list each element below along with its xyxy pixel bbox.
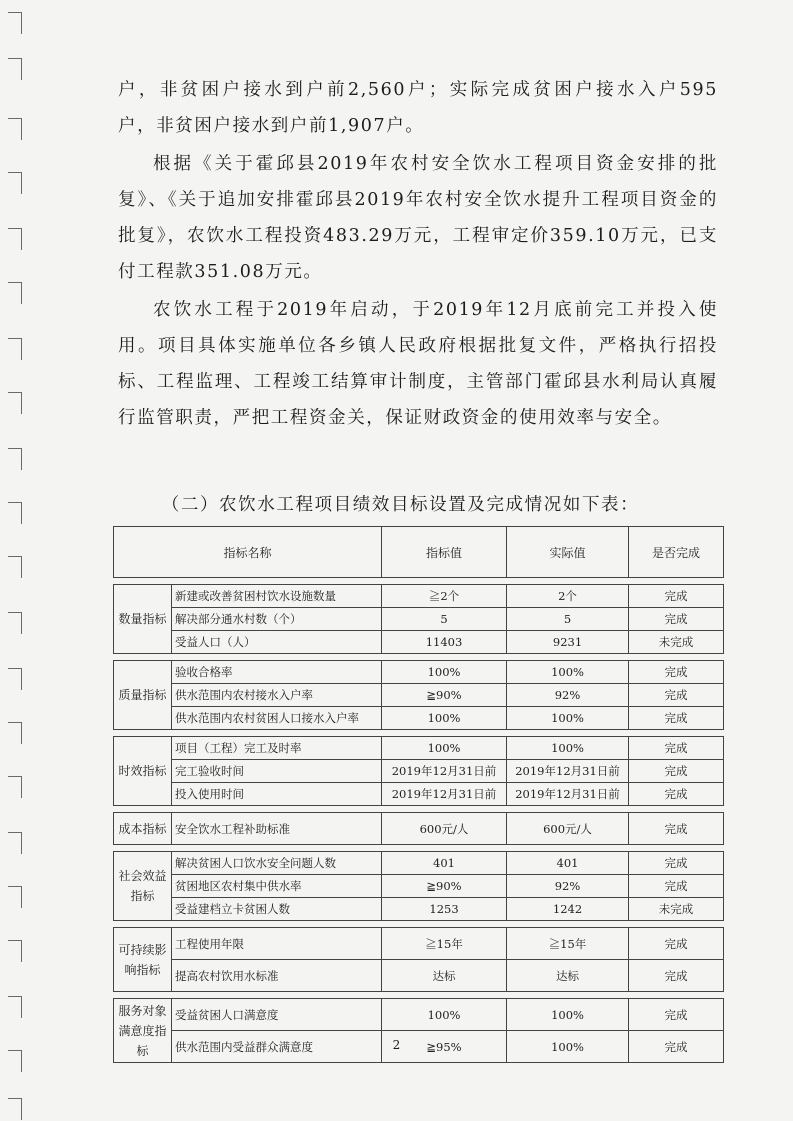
category-quality: 质量指标 xyxy=(114,661,172,730)
category-social-benefit: 社会效益指标 xyxy=(114,852,172,921)
indicator-name-cell: 项目（工程）完工及时率 xyxy=(172,737,382,760)
actual-value-cell: ≧15年 xyxy=(507,928,629,960)
completion-status-cell: 完成 xyxy=(629,960,724,992)
table-header-row xyxy=(114,527,724,578)
completion-status-cell: 完成 xyxy=(629,737,724,760)
table-row xyxy=(114,585,724,608)
actual-value-cell: 5 xyxy=(507,608,629,631)
completion-status-cell: 完成 xyxy=(629,1031,724,1063)
table-row xyxy=(114,707,724,730)
indicator-name-cell: 提高农村饮用水标准 xyxy=(172,960,382,992)
target-value-cell: 11403 xyxy=(382,631,507,654)
target-value-cell: ≧2个 xyxy=(382,585,507,608)
actual-value-cell: 2个 xyxy=(507,585,629,608)
actual-value-cell: 100% xyxy=(507,1031,629,1063)
category-cost: 成本指标 xyxy=(114,813,172,845)
performance-table xyxy=(113,526,724,1063)
paragraph-continuation: 户，非贫困户接水到户前2,560户；实际完成贫困户接水入户595 户，非贫困户接水到户前1,907户。 xyxy=(118,80,718,136)
completion-status-cell: 完成 xyxy=(629,585,724,608)
actual-value-cell: 92% xyxy=(507,875,629,898)
table-row xyxy=(114,875,724,898)
actual-value-cell: 2019年12月31日前 xyxy=(507,760,629,783)
target-value-cell: 100% xyxy=(382,737,507,760)
indicator-name-cell: 解决部分通水村数（个） xyxy=(172,608,382,631)
indicator-name-cell: 受益贫困人口满意度 xyxy=(172,999,382,1031)
actual-value-cell: 达标 xyxy=(507,960,629,992)
completion-status-cell: 完成 xyxy=(629,875,724,898)
indicator-name-cell: 验收合格率 xyxy=(172,661,382,684)
table-row xyxy=(114,684,724,707)
completion-status-cell: 未完成 xyxy=(629,631,724,654)
completion-status-cell: 完成 xyxy=(629,684,724,707)
indicator-name-cell: 工程使用年限 xyxy=(172,928,382,960)
completion-status-cell: 未完成 xyxy=(629,898,724,921)
binding-margin-marks xyxy=(0,0,40,1121)
table-row xyxy=(114,783,724,806)
indicator-name-cell: 投入使用时间 xyxy=(172,783,382,806)
category-timeliness: 时效指标 xyxy=(114,737,172,806)
completion-status-cell: 完成 xyxy=(629,608,724,631)
header-indicator-name: 指标名称 xyxy=(114,527,382,578)
target-value-cell: ≧90% xyxy=(382,684,507,707)
indicator-name-cell: 解决贫困人口饮水安全问题人数 xyxy=(172,852,382,875)
category-sustainability: 可持续影响指标 xyxy=(114,928,172,992)
target-value-cell: ≧90% xyxy=(382,875,507,898)
table-row xyxy=(114,852,724,875)
header-actual-value: 实际值 xyxy=(507,527,629,578)
actual-value-cell: 9231 xyxy=(507,631,629,654)
page-number: 2 xyxy=(392,1038,401,1052)
target-value-cell: 2019年12月31日前 xyxy=(382,783,507,806)
table-row xyxy=(114,928,724,960)
table-row xyxy=(114,608,724,631)
table-row xyxy=(114,999,724,1031)
table-row xyxy=(114,813,724,845)
completion-status-cell: 完成 xyxy=(629,813,724,845)
completion-status-cell: 完成 xyxy=(629,661,724,684)
target-value-cell: ≧95% xyxy=(382,1031,507,1063)
table-row xyxy=(114,960,724,992)
target-value-cell: 1253 xyxy=(382,898,507,921)
header-target-value: 指标值 xyxy=(382,527,507,578)
indicator-name-cell: 新建或改善贫困村饮水设施数量 xyxy=(172,585,382,608)
indicator-name-cell: 完工验收时间 xyxy=(172,760,382,783)
table-row xyxy=(114,760,724,783)
target-value-cell: ≧15年 xyxy=(382,928,507,960)
actual-value-cell: 401 xyxy=(507,852,629,875)
header-completed: 是否完成 xyxy=(629,527,724,578)
indicator-name-cell: 安全饮水工程补助标准 xyxy=(172,813,382,845)
indicator-name-cell: 受益建档立卡贫困人数 xyxy=(172,898,382,921)
paragraph-funding: 根据《关于霍邱县2019年农村安全饮水工程项目资金安排的批复》、《关于追加安排霍邱县2019年农村安全饮水提升工程项目资金的批复》，农饮水工程投资483.29万元，工程审定价359.10万元，已支付工程款351.08万元。 xyxy=(118,154,718,282)
indicator-name-cell: 受益人口（人） xyxy=(172,631,382,654)
completion-status-cell: 完成 xyxy=(629,760,724,783)
actual-value-cell: 92% xyxy=(507,684,629,707)
completion-status-cell: 完成 xyxy=(629,928,724,960)
actual-value-cell: 100% xyxy=(507,999,629,1031)
target-value-cell: 600元/人 xyxy=(382,813,507,845)
body-text xyxy=(118,72,718,436)
target-value-cell: 401 xyxy=(382,852,507,875)
category-satisfaction: 服务对象满意度指标 xyxy=(114,999,172,1063)
indicator-name-cell: 供水范围内受益群众满意度 xyxy=(172,1031,382,1063)
actual-value-cell: 100% xyxy=(507,737,629,760)
completion-status-cell: 完成 xyxy=(629,707,724,730)
table-title: （二）农饮水工程项目绩效目标设置及完成情况如下表： xyxy=(161,495,640,515)
actual-value-cell: 100% xyxy=(507,707,629,730)
table-row xyxy=(114,631,724,654)
target-value-cell: 100% xyxy=(382,661,507,684)
target-value-cell: 100% xyxy=(382,999,507,1031)
actual-value-cell: 1242 xyxy=(507,898,629,921)
table-row xyxy=(114,898,724,921)
completion-status-cell: 完成 xyxy=(629,783,724,806)
target-value-cell: 100% xyxy=(382,707,507,730)
target-value-cell: 5 xyxy=(382,608,507,631)
completion-status-cell: 完成 xyxy=(629,852,724,875)
actual-value-cell: 600元/人 xyxy=(507,813,629,845)
table-row xyxy=(114,737,724,760)
actual-value-cell: 100% xyxy=(507,661,629,684)
category-quantity: 数量指标 xyxy=(114,585,172,654)
target-value-cell: 2019年12月31日前 xyxy=(382,760,507,783)
target-value-cell: 达标 xyxy=(382,960,507,992)
indicator-name-cell: 供水范围内农村接水入户率 xyxy=(172,684,382,707)
table-row xyxy=(114,661,724,684)
indicator-name-cell: 贫困地区农村集中供水率 xyxy=(172,875,382,898)
indicator-name-cell: 供水范围内农村贫困人口接水入户率 xyxy=(172,707,382,730)
completion-status-cell: 完成 xyxy=(629,999,724,1031)
paragraph-implementation: 农饮水工程于2019年启动，于2019年12月底前完工并投入使用。项目具体实施单位各乡镇人民政府根据批复文件，严格执行招投标、工程监理、工程竣工结算审计制度，主管部门霍邱县水利局认真履行监管职责，严把工程资金关，保证财政资金的使用效率与安全。 xyxy=(118,300,718,428)
actual-value-cell: 2019年12月31日前 xyxy=(507,783,629,806)
